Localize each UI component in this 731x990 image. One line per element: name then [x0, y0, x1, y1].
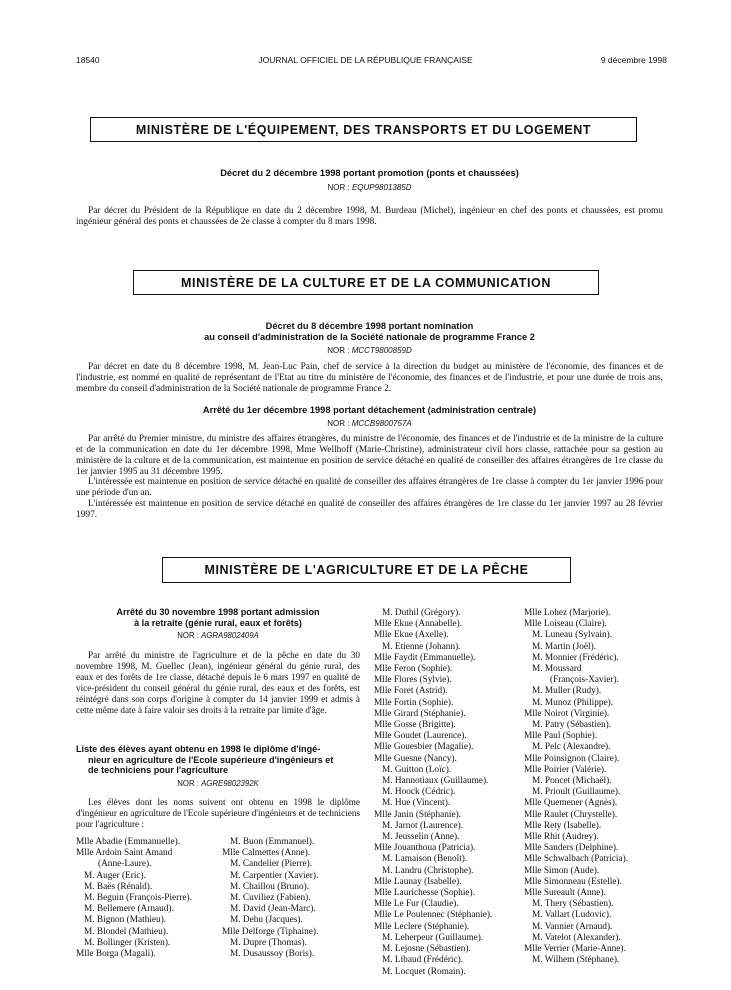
- list-item: Mlle Schwalbach (Patricia).: [524, 854, 629, 865]
- list-item: M. Bollinger (Kristen).: [84, 937, 171, 948]
- list-item: (Anne-Laure).: [98, 859, 152, 870]
- act-paragraph: L'intéressée est maintenue en position de service détaché en qualité de conseiller des affaires étrangères de 1re classe à compter du 1er janvier 1996 pour une période d'un an.: [76, 477, 663, 498]
- ministry-heading-equipement: MINISTÈRE DE L'ÉQUIPEMENT, DES TRANSPORTS ET DU LOGEMENT: [90, 117, 637, 142]
- list-item: M. David (Jean-Marc).: [230, 904, 316, 915]
- list-item: M. Vatelot (Alexander).: [532, 932, 621, 943]
- list-item: Mlle Quemener (Agnès).: [524, 798, 618, 809]
- list-item: M. Jeusselin (Anne).: [382, 832, 460, 843]
- act-paragraph: Par décret en date du 8 décembre 1998, M. Jean-Luc Pain, chef de service à la direction du budget au ministère de l'économie, des finances et de l'industrie, est nommé en qualité de représentant de l'Etat au titre du ministère de l'économie, des finances et de l'industrie, et pour une durée de trois ans, membre du conseil d'administration de la Société nationale de programme France 2.: [76, 362, 663, 394]
- list-item: Mlle Laurichesse (Sophie).: [374, 888, 475, 899]
- act-paragraph: Par arrêté du Premier ministre, du ministre des affaires étrangères, du ministre de l'économie, des finances et de l'industrie et de la ministre de la culture et de la communication en date du 1er décembre 1998, Mme Wellhoff (Marie-Christine), administrateur civil hors classe, rattachée pour sa gestion au ministère de la culture et de la communication, est maintenue en position de service détaché en qualité de conseiller des affaires étrangères de 1re classe du 1er janvier 1995 au 31 décembre 1995.: [76, 434, 663, 477]
- list-item: M. Wilhem (Stéphane).: [532, 955, 620, 966]
- list-item: Mlle Poirier (Valérie).: [524, 764, 607, 775]
- list-item: M. Beguin (François-Pierre).: [84, 893, 192, 904]
- list-item: M. Leherpeur (Guillaume).: [382, 932, 484, 943]
- list-item: M. Landru (Christophe).: [382, 865, 474, 876]
- list-item: Mlle Ekue (Annabelle).: [374, 619, 463, 630]
- list-item: Mlle Borga (Magali).: [76, 949, 156, 960]
- list-item: Mlle Raulet (Chrystelle).: [524, 809, 618, 820]
- nor-reference: NOR : AGRE9802392K: [177, 779, 259, 788]
- ministry-heading-culture: MINISTÈRE DE LA CULTURE ET DE LA COMMUNICATION: [133, 270, 599, 295]
- list-item: M. Lejosne (Sébastien).: [382, 944, 471, 955]
- list-item: M. Martin (Joël).: [532, 641, 597, 652]
- list-item: (François-Xavier).: [550, 675, 619, 686]
- list-item: Mlle Poinsignon (Claire).: [524, 753, 620, 764]
- list-item: M. Buon (Emmanuel).: [230, 837, 315, 847]
- list-item: Mlle Noirot (Virginie).: [524, 708, 610, 719]
- list-item: Mlle Guesne (Nancy).: [374, 753, 457, 764]
- list-item: M. Bignon (Mathieu).: [84, 915, 167, 926]
- list-item: M. Thery (Sébastien).: [532, 899, 614, 910]
- list-item: M. Poncet (Michaël).: [532, 776, 612, 787]
- list-item: Mlle Gouesbier (Magalie).: [374, 742, 474, 753]
- ministry-heading-agriculture: MINISTÈRE DE L'AGRICULTURE ET DE LA PÊCHE: [162, 557, 571, 583]
- act-title: Décret du 8 décembre 1998 portant nomination au conseil d'administration de la Société nationale de programme France 2: [204, 321, 535, 342]
- list-item: Mlle Goudet (Laurence).: [374, 731, 467, 742]
- list-item: M. Muller (Rudy).: [532, 686, 602, 697]
- list-item: Mlle Rety (Isabelle).: [524, 820, 602, 831]
- act-paragraph: Par arrêté du ministre de l'agriculture et de la pêche en date du 30 novembre 1998, M. Guellec (Jean), ingénieur général du génie rural, des eaux et des forêts de 1re classe, détaché depuis le 6 mars 1997 en qualité de vice-président du conseil général du génie rural, des eaux et des forêts, est réintégré dans son corps d'origine à compter du 14 janvier 1999 et admis à cette même date à faire valoir ses droits à la retraite par limite d'âge.: [76, 650, 360, 715]
- list-item: M. Etienne (Johann).: [382, 641, 461, 652]
- list-item: M. Locquet (Romain).: [382, 966, 466, 977]
- list-item: M. Patry (Sébastien).: [532, 720, 612, 731]
- nor-reference: NOR : MCCT9800859D: [327, 346, 412, 355]
- list-item: M. Hannotiaux (Guillaume).: [382, 776, 489, 787]
- list-item: Mlle Verrier (Marie-Anne).: [524, 944, 626, 955]
- page-number: 18540: [76, 55, 100, 65]
- list-item: M. Dehu (Jacques).: [230, 915, 303, 926]
- list-item: M. Jarnot (Laurence).: [382, 820, 464, 831]
- act-paragraph: Les élèves dont les noms suivent ont obtenu en 1998 le diplôme d'ingénieur en agriculture de l'Ecole supérieure d'ingénieurs et de techniciens pour l'agriculture :: [76, 797, 360, 829]
- issue-date: 9 décembre 1998: [600, 55, 667, 65]
- list-item: M. Luneau (Sylvain).: [532, 630, 613, 641]
- list-item: Mlle Rhit (Audrey).: [524, 832, 599, 843]
- list-item: M. Lamaison (Benoît).: [382, 854, 468, 865]
- list-item: M. Candelier (Pierre).: [230, 859, 313, 870]
- list-item: Mlle Le Fur (Claudie).: [374, 899, 459, 910]
- list-item: Mlle Calmettes (Anne).: [222, 848, 311, 859]
- list-item: M. Dusaussoy (Boris).: [230, 949, 315, 960]
- list-item: M. Vallart (Ludovic).: [532, 910, 612, 921]
- nor-reference: NOR : EQUP9801385D: [327, 183, 412, 192]
- list-item: Mlle Ardoin Saint Amand: [76, 848, 173, 859]
- list-item: M. Pelc (Alexandre).: [532, 742, 611, 753]
- list-item: Mlle Launay (Isabelle).: [374, 876, 462, 887]
- list-item: M. Libaud (Frédéric).: [382, 955, 464, 966]
- list-item: Mlle Faydit (Emmanuelle).: [374, 652, 476, 663]
- name-list-column-4: [524, 608, 628, 967]
- list-item: Mlle Paul (Sophie).: [524, 731, 598, 742]
- list-item: M. Baës (Rénald).: [84, 881, 153, 892]
- list-item: M. Chaillou (Bruno).: [230, 881, 310, 892]
- act-title: Arrêté du 30 novembre 1998 portant admission à la retraite (génie rural, eaux et forêts): [116, 607, 320, 628]
- list-item: M. Prioult (Guillaume).: [532, 787, 621, 798]
- list-item: M. Carpentier (Xavier).: [230, 870, 319, 881]
- nor-reference: NOR : MCCB9800757A: [327, 419, 412, 428]
- list-item: Mlle Ekue (Axelle).: [374, 630, 449, 641]
- list-item: M. Hue (Vincent).: [382, 798, 451, 809]
- list-item: Mlle Sureault (Anne).: [524, 888, 606, 899]
- list-item: M. Munoz (Philippe).: [532, 697, 614, 708]
- act-title: Liste des élèves ayant obtenu en 1998 le diplôme d'ingé- nieur en agriculture de l'Ecole supérieure d'ingénieurs et de techniciens pour l'agriculture: [76, 744, 334, 775]
- list-item: M. Guitton (Loïc).: [382, 764, 452, 775]
- list-item: M. Duthil (Grégory).: [382, 608, 461, 618]
- list-item: M. Vannier (Arnaud).: [532, 921, 613, 932]
- list-item: Mlle Simon (Aude).: [524, 865, 600, 876]
- act-paragraph: L'intéressée est maintenue en position de service détaché en qualité de conseiller des affaires étrangères de 1re classe du 1er janvier 1997 au 28 février 1997.: [76, 499, 663, 520]
- list-item: Mlle Flores (Sylvie).: [374, 675, 452, 686]
- list-item: Mlle Feron (Sophie).: [374, 664, 453, 675]
- list-item: Mlle Lohez (Marjorie).: [524, 608, 611, 618]
- list-item: M. Moussard: [532, 664, 582, 675]
- name-list-column-1: [76, 837, 192, 960]
- list-item: Mlle Delforge (Tiphaine).: [222, 926, 319, 937]
- list-item: Mlle Le Poulennec (Stéphanie).: [374, 910, 493, 921]
- list-item: Mlle Janin (Stéphanie).: [374, 809, 462, 820]
- list-item: Mlle Sanders (Delphine).: [524, 843, 619, 854]
- list-item: M. Bellemere (Arnaud).: [84, 904, 174, 915]
- list-item: Mlle Leclere (Stéphanie).: [374, 921, 470, 932]
- list-item: M. Hoock (Cédric).: [382, 787, 456, 798]
- list-item: Mlle Girard (Stéphanie).: [374, 708, 466, 719]
- list-item: Mlle Fortin (Sophie).: [374, 697, 454, 708]
- act-title: Arrêté du 1er décembre 1998 portant détachement (administration centrale): [202, 405, 537, 415]
- name-list-column-3: [374, 608, 492, 978]
- nor-reference: NOR : AGRA9802409A: [177, 631, 259, 640]
- list-item: M. Blondel (Mathieu).: [84, 926, 169, 937]
- list-item: M. Monnier (Frédéric).: [532, 652, 619, 663]
- list-item: Mlle Gosse (Brigitte).: [374, 720, 456, 731]
- list-item: M. Auger (Eric).: [84, 870, 146, 881]
- list-item: M. Cuviliez (Fabien).: [230, 893, 311, 904]
- list-item: Mlle Loiseau (Claire).: [524, 619, 607, 630]
- list-item: M. Dupre (Thomas).: [230, 937, 307, 948]
- list-item: Mlle Abadie (Emmanuelle).: [76, 837, 181, 847]
- name-list-column-2: [222, 837, 318, 960]
- journal-title: JOURNAL OFFICIEL DE LA RÉPUBLIQUE FRANÇAISE: [258, 55, 473, 65]
- act-title: Décret du 2 décembre 1998 portant promotion (ponts et chaussées): [220, 168, 519, 178]
- act-paragraph: Par décret du Président de la République en date du 2 décembre 1998, M. Burdeau (Michel), ingénieur en chef des ponts et chaussées, est promu ingénieur général des ponts et chaussées de 2e classe à compter du 8 mars 1998.: [76, 206, 663, 227]
- list-item: Mlle Foret (Astrid).: [374, 686, 448, 697]
- list-item: Mlle Simonneau (Estelle).: [524, 876, 622, 887]
- list-item: Mlle Jouanthoua (Patricia).: [374, 843, 476, 854]
